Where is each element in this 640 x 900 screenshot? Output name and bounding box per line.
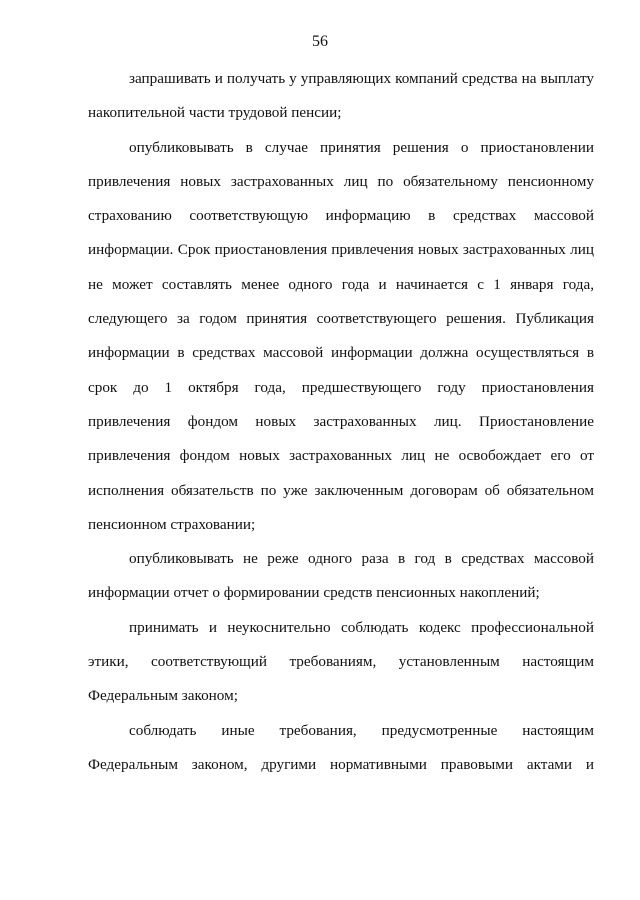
- paragraph-publish-suspension: опубликовывать в случае принятия решения о приостановлении привлечения новых застрахованных лиц по обязательному пенсионному страхованию соответствующую информацию в средствах массовой информации. Срок приостановления привлечения новых застрахованных лиц не может составлять менее одного года и начинается с 1 января года, следующего за годом принятия соответствующего решения. Публикация информации в средствах массовой информации должна осуществляться в срок до 1 октября года, предшествующего году приостановления привлечения фондом новых застрахованных лиц. Приостановление привлечения фондом новых застрахованных лиц не освобождает его от исполнения обязательств по уже заключенным договорам об обязательном пенсионном страховании;: [88, 138, 594, 533]
- paragraph-other-requirements: соблюдать иные требования, предусмотренные настоящим Федеральным законом, другими нормативными правовыми актами и: [88, 721, 594, 773]
- page-number: 56: [312, 33, 328, 50]
- paragraph-publish-report: опубликовывать не реже одного раза в год в средствах массовой информации отчет о формировании средств пенсионных накоплений;: [88, 550, 594, 602]
- paragraph-code-of-ethics: принимать и неукоснительно соблюдать кодекс профессиональной этики, соответствующий требованиям, установленным настоящим Федеральным законом;: [88, 618, 594, 705]
- paragraph-request-funds: запрашивать и получать у управляющих компаний средства на выплату накопительной части трудовой пенсии;: [88, 70, 594, 122]
- document-body: [88, 62, 594, 782]
